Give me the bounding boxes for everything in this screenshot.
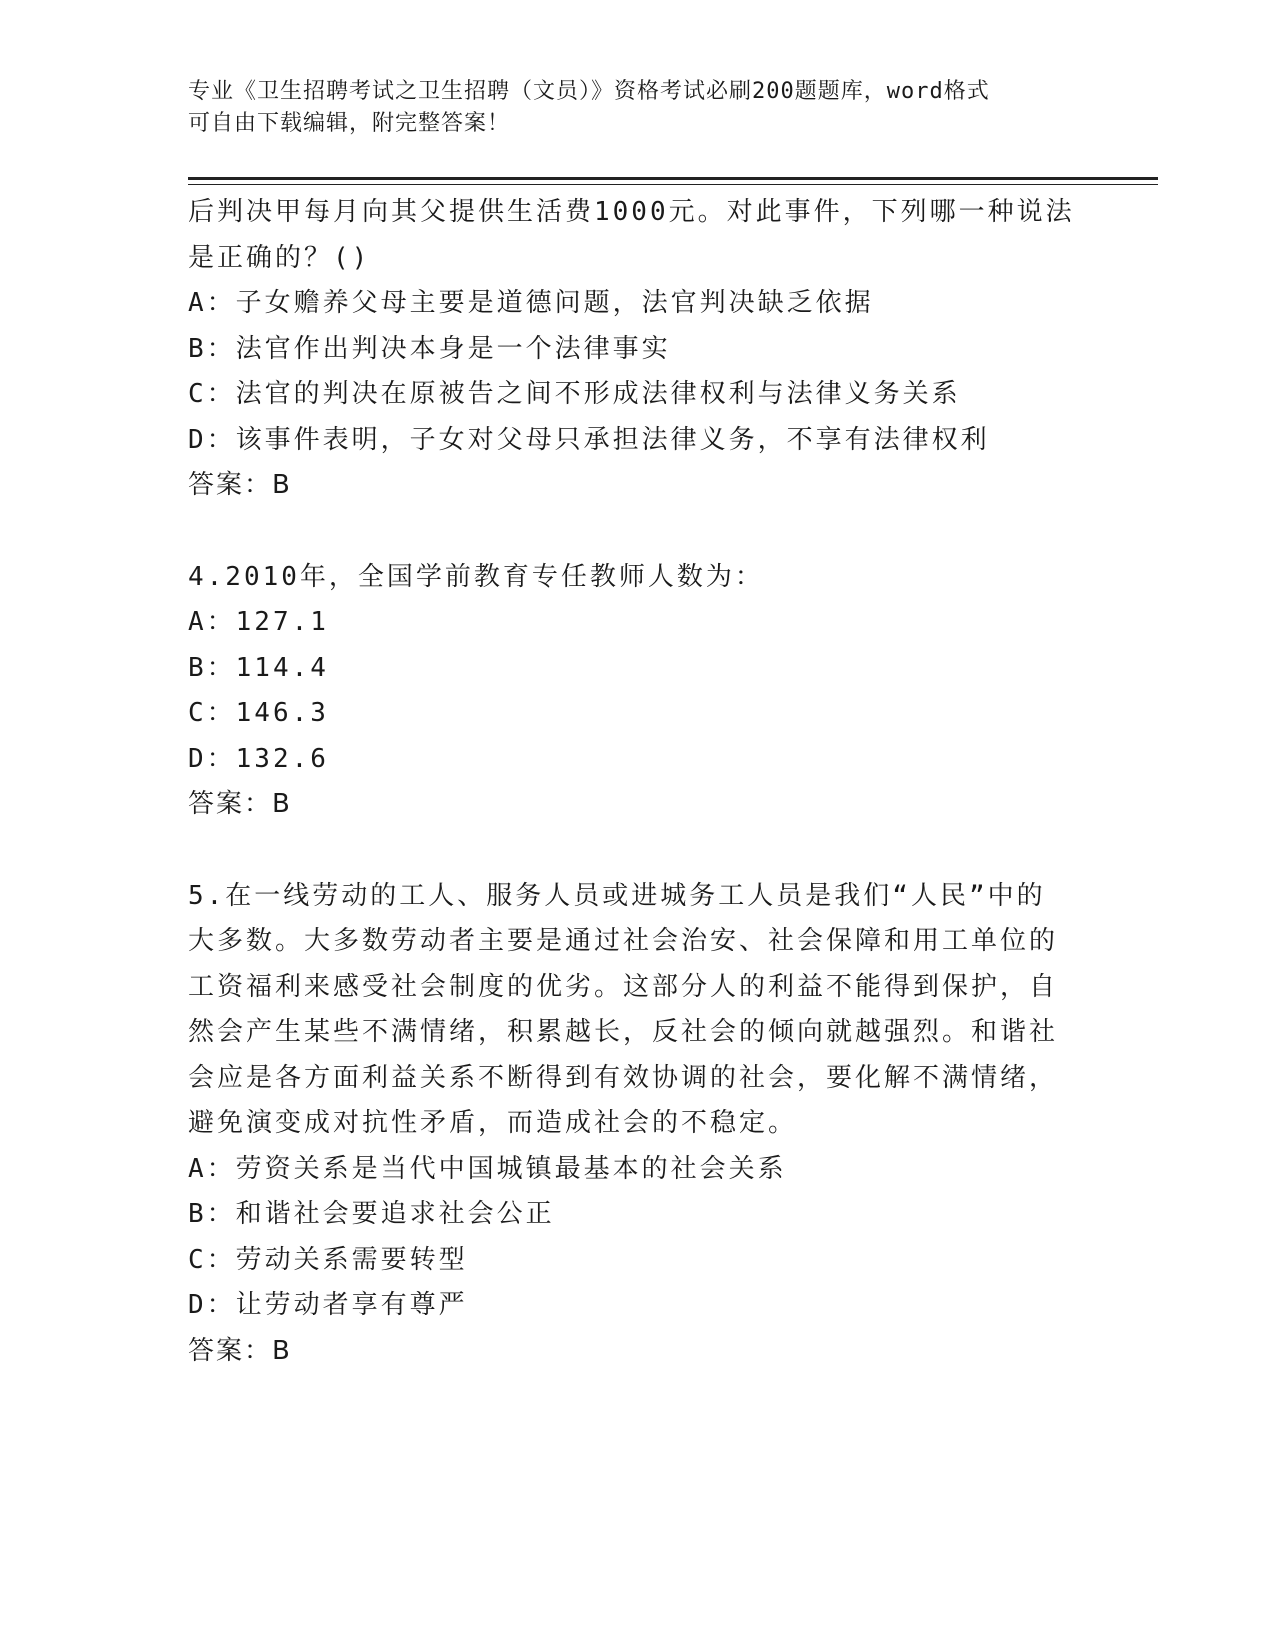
header-line-2: 可自由下载编辑，附完整答案！ bbox=[188, 111, 511, 136]
option-d: D：132.6 bbox=[188, 743, 329, 774]
option-c: C：146.3 bbox=[188, 698, 329, 728]
header-divider-thin bbox=[188, 184, 1158, 185]
question-spacer bbox=[188, 509, 1088, 555]
header-line-1: 专业《卫生招聘考试之卫生招聘（文员）》资格考试必刷200题题库，word格式 bbox=[188, 79, 990, 104]
answer-label: 答案：B bbox=[188, 1335, 292, 1366]
question-text-line: 5.在一线劳动的工人、服务人员或进城务工人员是我们“人民”中的 bbox=[188, 880, 1046, 911]
document-body bbox=[188, 190, 1088, 1374]
option-a: A：127.1 bbox=[188, 607, 329, 637]
answer-label: 答案：B bbox=[188, 470, 292, 500]
option-d: D：让劳动者享有尊严 bbox=[188, 1290, 468, 1320]
option-c: C：法官的判决在原被告之间不形成法律权利与法律义务关系 bbox=[188, 379, 961, 409]
question-text-line: 是正确的？() bbox=[188, 242, 371, 273]
document-header bbox=[188, 76, 1088, 140]
question-3 bbox=[188, 190, 1088, 509]
question-text-line: 会应是各方面利益关系不断得到有效协调的社会，要化解不满情绪， bbox=[188, 1062, 1059, 1093]
header-divider-thick bbox=[188, 177, 1158, 180]
question-text-line: 后判决甲每月向其父提供生活费1000元。对此事件，下列哪一种说法 bbox=[188, 197, 1075, 227]
question-text-line: 4.2010年，全国学前教育专任教师人数为： bbox=[188, 561, 764, 592]
option-b: B：和谐社会要追求社会公正 bbox=[188, 1199, 555, 1229]
option-b: B：法官作出判决本身是一个法律事实 bbox=[188, 333, 671, 364]
option-b: B：114.4 bbox=[188, 652, 329, 683]
question-spacer bbox=[188, 828, 1088, 874]
question-text-line: 大多数。大多数劳动者主要是通过社会治安、社会保障和用工单位的 bbox=[188, 926, 1059, 956]
question-5 bbox=[188, 874, 1088, 1375]
question-text-line: 工资福利来感受社会制度的优劣。这部分人的利益不能得到保护，自 bbox=[188, 971, 1059, 1002]
question-text-line: 避免演变成对抗性矛盾，而造成社会的不稳定。 bbox=[188, 1108, 798, 1138]
option-a: A：劳资关系是当代中国城镇最基本的社会关系 bbox=[188, 1153, 787, 1184]
question-4 bbox=[188, 555, 1088, 828]
option-c: C：劳动关系需要转型 bbox=[188, 1244, 468, 1275]
option-d: D：该事件表明，子女对父母只承担法律义务，不享有法律权利 bbox=[188, 424, 990, 455]
answer-label: 答案：B bbox=[188, 789, 292, 819]
question-text-line: 然会产生某些不满情绪，积累越长，反社会的倾向就越强烈。和谐社 bbox=[188, 1017, 1059, 1047]
option-a: A：子女赡养父母主要是道德问题，法官判决缺乏依据 bbox=[188, 288, 874, 318]
